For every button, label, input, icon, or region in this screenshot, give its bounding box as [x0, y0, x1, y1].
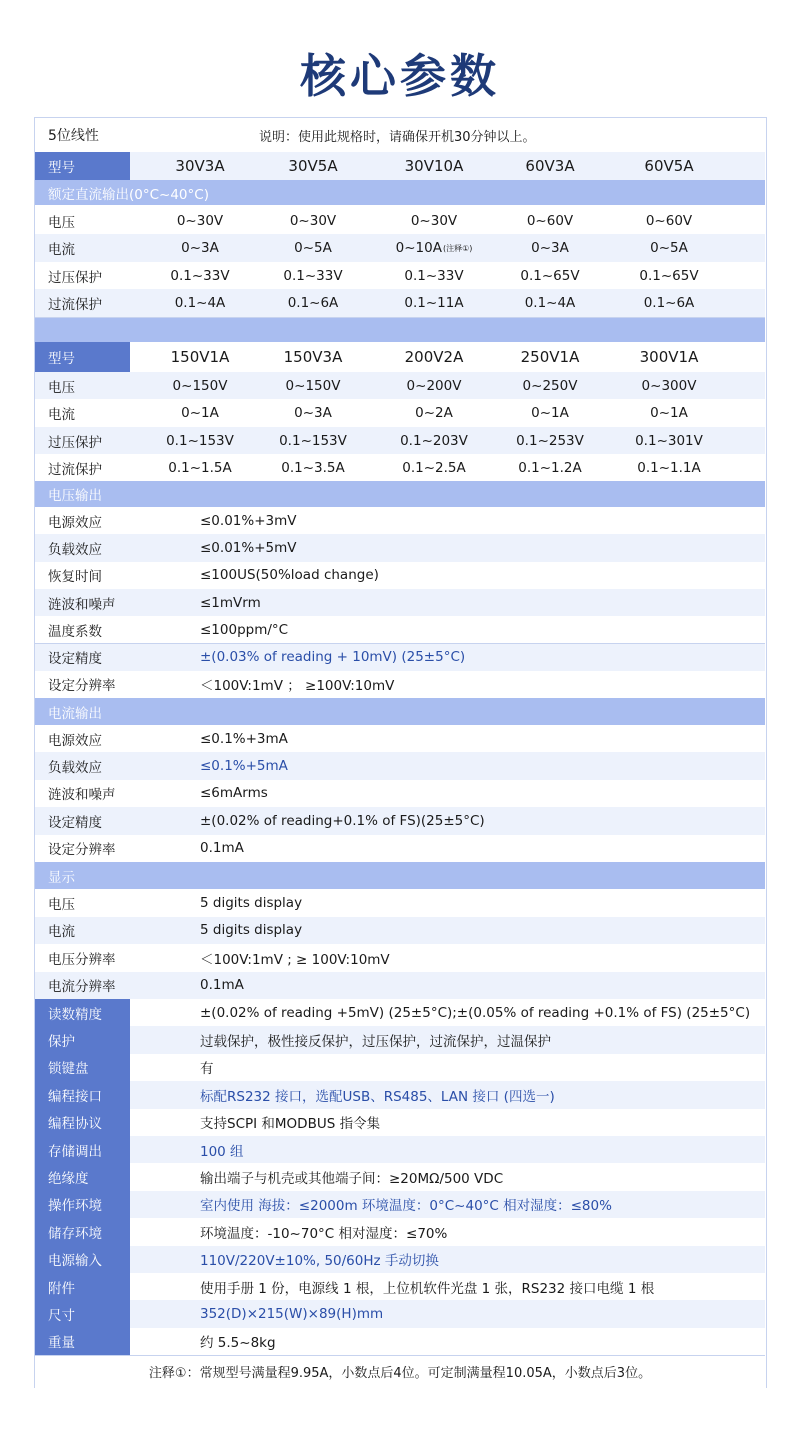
row-label: 设定精度 [48, 651, 102, 668]
value-cell [490, 342, 610, 372]
spec-row [35, 427, 765, 456]
value-text: 30V10A [404, 157, 464, 175]
value-cell [609, 399, 729, 427]
value-cell [140, 454, 260, 482]
row-label: 负载效应 [48, 760, 102, 777]
value-cell [253, 399, 373, 427]
row-label: 编程协议 [35, 1109, 130, 1136]
header-row [35, 118, 765, 152]
value-text: 0.1~65V [639, 268, 699, 284]
spec-value: ≤1mVrm [200, 594, 261, 611]
row-label: 电压 [48, 896, 75, 913]
value-cell [490, 454, 610, 482]
row-label: 储存环境 [35, 1218, 130, 1245]
value-text: 0~5A [650, 240, 688, 256]
value-text: 60V5A [644, 157, 694, 175]
value-text: 0.1~301V [635, 433, 703, 449]
value-text: 0.1~4A [524, 295, 576, 311]
spec-value: ≤6mArms [200, 785, 268, 802]
spec-row [35, 589, 765, 617]
spec-value: ≤0.01%+5mV [200, 539, 297, 556]
value-cell [374, 207, 494, 235]
spec-value: ≤0.1%+5mA [200, 758, 288, 775]
value-cell [374, 152, 494, 180]
value-cell [253, 427, 373, 455]
row-label: 电流 [48, 407, 75, 423]
value-cell [609, 342, 729, 372]
row-label: 过流保护 [48, 462, 102, 478]
spec-row [35, 616, 765, 644]
value-cell [140, 399, 260, 427]
spec-value: 标配RS232 接口，选配USB、RS485、LAN 接口 (四选一) [200, 1088, 555, 1105]
spec-row [35, 372, 765, 401]
value-cell [609, 234, 729, 262]
row-label: 恢复时间 [48, 569, 102, 586]
row-label: 编程接口 [35, 1081, 130, 1108]
value-cell [374, 234, 494, 262]
value-cell [490, 234, 610, 262]
value-text: 0.1~153V [166, 433, 234, 449]
value-text: 0~30V [289, 213, 337, 229]
value-cell [609, 372, 729, 400]
value-cell [140, 234, 260, 262]
spec-value: ≤0.1%+3mA [200, 730, 288, 747]
spec-row [35, 1191, 765, 1219]
value-text: 0~3A [531, 240, 569, 256]
value-text: 0~1A [181, 405, 219, 421]
value-text: 200V2A [404, 348, 464, 366]
value-text: 0~30V [410, 213, 458, 229]
spec-value: 支持SCPI 和MODBUS 指令集 [200, 1116, 381, 1133]
value-text: 0.1~3.5A [281, 460, 345, 476]
spec-row [35, 1300, 765, 1328]
row-label: 电源效应 [48, 514, 102, 531]
value-cell [253, 262, 373, 290]
value-cell [374, 289, 494, 317]
row-label: 电压 [48, 380, 75, 396]
value-cell [490, 289, 610, 317]
value-text: 150V3A [283, 348, 343, 366]
spec-value: 110V/220V±10%, 50/60Hz 手动切换 [200, 1253, 439, 1270]
row-label: 电压分辨率 [48, 951, 116, 968]
value-text: 0~150V [172, 378, 228, 394]
value-text: 150V1A [170, 348, 230, 366]
value-cell [253, 454, 373, 482]
spec-value: 约 5.5~8kg [200, 1335, 276, 1352]
value-text: 0.1~253V [516, 433, 584, 449]
value-text: 0.1~1.1A [637, 460, 701, 476]
value-text: 0~150V [285, 378, 341, 394]
value-cell [253, 342, 373, 372]
section-title: 额定直流输出(0°C~40°C) [48, 186, 209, 203]
value-text: 0.1~65V [520, 268, 580, 284]
row-label: 电流 [48, 242, 75, 258]
spec-row [35, 507, 765, 535]
spec-value: 环境温度：-10~70°C 相对湿度：≤70% [200, 1225, 448, 1242]
value-text: 60V3A [525, 157, 575, 175]
spec-value: 5 digits display [200, 922, 303, 939]
value-cell [609, 289, 729, 317]
value-cell [374, 427, 494, 455]
spec-row [35, 972, 765, 1001]
value-cell [253, 372, 373, 400]
spec-row [35, 1218, 765, 1246]
spec-row [35, 1163, 765, 1191]
value-text: 0~3A [181, 240, 219, 256]
value-cell [490, 152, 610, 180]
value-text: 0~300V [641, 378, 697, 394]
spec-row [35, 454, 765, 483]
value-cell [253, 152, 373, 180]
section-spacer [35, 318, 765, 342]
model-label: 型号 [35, 152, 130, 180]
value-text: 0.1~6A [643, 295, 695, 311]
value-cell [609, 262, 729, 290]
model-row [35, 152, 765, 180]
spec-row [35, 207, 765, 236]
footnote-ref: (注释①) [442, 243, 473, 253]
value-cell [609, 454, 729, 482]
spec-value: 室内使用 海拔：≤2000m 环境温度：0°C~40°C 相对湿度：≤80% [200, 1198, 612, 1215]
value-cell [490, 207, 610, 235]
value-cell [374, 262, 494, 290]
section-display [35, 862, 765, 889]
section-title: 电流输出 [48, 705, 102, 722]
row-label: 涟波和噪声 [48, 596, 116, 613]
spec-row [35, 644, 765, 672]
row-label: 绝缘度 [35, 1163, 130, 1190]
value-text: 30V3A [175, 157, 225, 175]
value-text: 0.1~203V [400, 433, 468, 449]
row-label: 设定分辨率 [48, 678, 116, 695]
section-voltage-output [35, 481, 765, 507]
value-cell [490, 427, 610, 455]
spec-value: 有 [200, 1061, 214, 1078]
spec-row [35, 889, 765, 918]
spec-row [35, 1246, 765, 1274]
spec-row [35, 1054, 765, 1082]
value-text: 0~10A [395, 240, 442, 256]
footnote: 注释①：常规型号满量程9.95A，小数点后4位。可定制满量程10.05A，小数点后3位。 [148, 1365, 652, 1381]
spec-value: ≤100US(50%load change) [200, 567, 379, 584]
value-cell [253, 234, 373, 262]
section-title: 显示 [48, 869, 75, 886]
value-cell [490, 262, 610, 290]
value-cell [140, 372, 260, 400]
row-label: 负载效应 [48, 541, 102, 558]
value-cell [609, 207, 729, 235]
value-text: 0.1~6A [287, 295, 339, 311]
value-text: 0.1~33V [283, 268, 343, 284]
spec-row [35, 671, 765, 699]
product-line: 5位线性 [48, 128, 99, 144]
spec-row [35, 835, 765, 863]
row-label: 涟波和噪声 [48, 787, 116, 804]
value-text: 0.1~153V [279, 433, 347, 449]
spec-row [35, 999, 765, 1027]
value-text: 0~3A [294, 405, 332, 421]
row-label: 电流 [48, 924, 75, 941]
spec-value: 输出端子与机壳或其他端子间：≥20MΩ/500 VDC [200, 1171, 504, 1188]
model-row [35, 342, 765, 373]
row-label: 尺寸 [35, 1300, 130, 1327]
value-text: 0~1A [531, 405, 569, 421]
row-label: 设定精度 [48, 814, 102, 831]
spec-row [35, 1026, 765, 1054]
usage-notice: 说明：使用此规格时，请确保开机30分钟以上。 [259, 129, 536, 145]
value-cell [374, 372, 494, 400]
section-rated-output [35, 180, 765, 205]
spec-value: ＜100V:1mV ； ≥100V:10mV [200, 678, 395, 695]
value-text: 30V5A [288, 157, 338, 175]
row-label: 过压保护 [48, 270, 102, 286]
spec-row [35, 234, 765, 263]
value-text: 0.1~11A [404, 295, 464, 311]
value-text: 0.1~4A [174, 295, 226, 311]
spec-row [35, 1273, 765, 1301]
value-cell [609, 427, 729, 455]
value-text: 0.1~2.5A [402, 460, 466, 476]
spec-row [35, 534, 765, 562]
row-label: 过压保护 [48, 435, 102, 451]
row-label: 电压 [48, 215, 75, 231]
spec-row [35, 399, 765, 428]
spec-row [35, 944, 765, 973]
value-cell [490, 372, 610, 400]
page-title: 核心参数 [300, 49, 500, 103]
value-text: 0.1~1.5A [168, 460, 232, 476]
value-text: 0~60V [645, 213, 693, 229]
row-label: 过流保护 [48, 297, 102, 313]
value-text: 0~1A [650, 405, 688, 421]
spec-value: ≤0.01%+3mV [200, 512, 297, 529]
row-label: 附件 [35, 1273, 130, 1300]
spec-value: ±(0.02% of reading+0.1% of FS)(25±5°C) [200, 812, 485, 829]
spec-row [35, 1328, 765, 1356]
spec-row [35, 289, 765, 318]
value-text: 0~250V [522, 378, 578, 394]
spec-value: ±(0.03% of reading + 10mV) (25±5°C) [200, 649, 466, 666]
value-cell [140, 207, 260, 235]
row-label: 温度系数 [48, 623, 102, 640]
spec-value: 100 组 [200, 1143, 244, 1160]
value-cell [140, 152, 260, 180]
row-label: 电流分辨率 [48, 979, 116, 996]
spec-row [35, 752, 765, 780]
value-text: 0~5A [294, 240, 332, 256]
value-cell [140, 289, 260, 317]
value-text: 0.1~33V [170, 268, 230, 284]
value-cell [140, 342, 260, 372]
value-cell [490, 399, 610, 427]
spec-row [35, 562, 765, 590]
spec-row [35, 262, 765, 291]
value-text: 250V1A [520, 348, 580, 366]
row-label: 重量 [35, 1328, 130, 1355]
value-cell [253, 289, 373, 317]
row-label: 电源效应 [48, 732, 102, 749]
spec-value: 0.1mA [200, 977, 244, 994]
spec-row [35, 1136, 765, 1164]
spec-row [35, 725, 765, 753]
spec-value: ＜100V:1mV ; ≥ 100V:10mV [200, 951, 390, 968]
row-label: 锁键盘 [35, 1054, 130, 1081]
value-cell [609, 152, 729, 180]
spec-value: 使用手册 1 份，电源线 1 根，上位机软件光盘 1 张，RS232 接口电缆 1 根 [200, 1280, 655, 1297]
spec-value: 352(D)×215(W)×89(H)mm [200, 1306, 384, 1323]
value-text: 0~30V [176, 213, 224, 229]
value-text: 0~200V [406, 378, 462, 394]
value-text: 300V1A [639, 348, 699, 366]
row-label: 电源输入 [35, 1246, 130, 1273]
value-cell [140, 427, 260, 455]
value-text: 0~60V [526, 213, 574, 229]
value-cell [253, 207, 373, 235]
value-text: 0.1~1.2A [518, 460, 582, 476]
row-label: 读数精度 [35, 999, 130, 1026]
spec-value: ≤100ppm/°C [200, 621, 289, 638]
spec-row [35, 780, 765, 808]
spec-value: ±(0.02% of reading +5mV) (25±5°C);±(0.05% of reading +0.1% of FS) (25±5°C) [200, 1004, 751, 1021]
row-label: 操作环境 [35, 1191, 130, 1218]
spec-value: 过载保护，极性接反保护，过压保护，过流保护，过温保护 [200, 1034, 551, 1051]
value-cell [374, 342, 494, 372]
section-title: 电压输出 [48, 488, 102, 504]
row-label: 保护 [35, 1026, 130, 1053]
row-label: 设定分辨率 [48, 842, 116, 859]
section-current-output [35, 698, 765, 725]
value-cell [374, 454, 494, 482]
spec-row [35, 1109, 765, 1137]
spec-row [35, 807, 765, 835]
value-cell [140, 262, 260, 290]
spec-row [35, 1081, 765, 1109]
value-cell [374, 399, 494, 427]
value-text: 0.1~33V [404, 268, 464, 284]
spec-row [35, 917, 765, 946]
model-label: 型号 [35, 342, 130, 372]
spec-value: 0.1mA [200, 840, 244, 857]
spec-value: 5 digits display [200, 894, 303, 911]
row-label: 存储调出 [35, 1136, 130, 1163]
value-text: 0~2A [415, 405, 453, 421]
